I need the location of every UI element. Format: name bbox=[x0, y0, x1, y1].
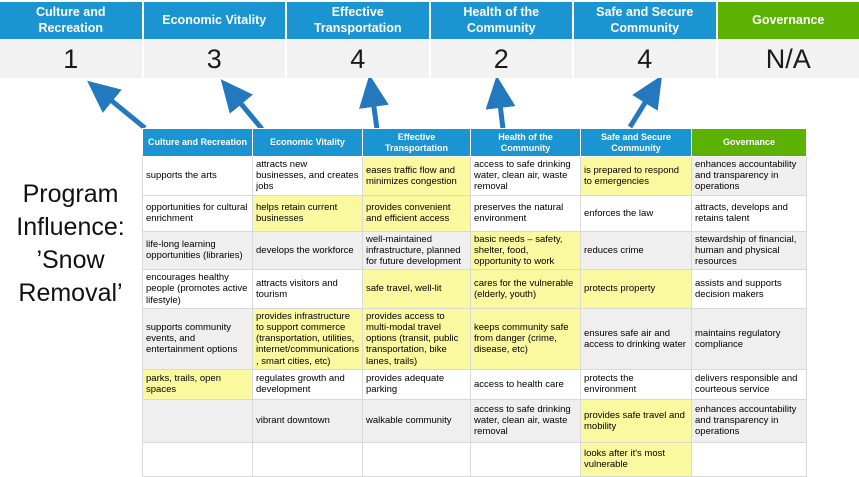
matrix-cell: supports community events, and entertainment options bbox=[143, 308, 253, 369]
matrix-cell: ensures safe air and access to drinking water bbox=[581, 308, 692, 369]
matrix-cell: delivers responsible and courteous service bbox=[692, 369, 807, 399]
score-column-header: Culture and Recreation bbox=[0, 2, 142, 39]
matrix-cell: cares for the vulnerable (elderly, youth) bbox=[471, 270, 581, 309]
matrix-cell: basic needs – safety, shelter, food, opportunity to work bbox=[471, 231, 581, 270]
matrix-cell: attracts visitors and tourism bbox=[253, 270, 363, 309]
score-column bbox=[144, 2, 286, 78]
matrix-cell bbox=[692, 442, 807, 476]
arrow-icon-transport bbox=[371, 86, 377, 129]
matrix-cell: access to health care bbox=[471, 369, 581, 399]
score-column-header: Effective Transportation bbox=[287, 2, 429, 39]
matrix-cell: regulates growth and development bbox=[253, 369, 363, 399]
score-column bbox=[0, 2, 142, 78]
matrix-column-header: Health of the Community bbox=[471, 129, 581, 157]
matrix-cell: walkable community bbox=[363, 399, 471, 442]
matrix-row bbox=[143, 231, 807, 270]
score-column bbox=[718, 2, 859, 78]
score-value: 1 bbox=[0, 40, 142, 78]
matrix-cell: enforces the law bbox=[581, 195, 692, 231]
matrix-cell: life-long learning opportunities (libraries) bbox=[143, 231, 253, 270]
matrix-cell: encourages healthy people (promotes active lifestyle) bbox=[143, 270, 253, 309]
matrix-cell bbox=[143, 442, 253, 476]
score-value: N/A bbox=[718, 40, 859, 78]
matrix-cell: assists and supports decision makers bbox=[692, 270, 807, 309]
matrix-cell bbox=[143, 399, 253, 442]
arrow-icon-economic bbox=[228, 88, 262, 129]
matrix-cell: enhances accountability and transparency in operations bbox=[692, 157, 807, 196]
matrix-cell: helps retain current businesses bbox=[253, 195, 363, 231]
matrix-column-header: Safe and Secure Community bbox=[581, 129, 692, 157]
matrix-cell: safe travel, well-lit bbox=[363, 270, 471, 309]
matrix-cell: access to safe drinking water, clean air, waste removal bbox=[471, 399, 581, 442]
matrix-cell: provides access to multi-modal travel options (transit, public transportation, bike lanes, trails) bbox=[363, 308, 471, 369]
matrix-cell: access to safe drinking water, clean air, waste removal bbox=[471, 157, 581, 196]
matrix-cell: preserves the natural environment bbox=[471, 195, 581, 231]
matrix-cell: eases traffic flow and minimizes congestion bbox=[363, 157, 471, 196]
matrix-row bbox=[143, 157, 807, 196]
score-column-header: Safe and Secure Community bbox=[574, 2, 716, 39]
score-column bbox=[287, 2, 429, 78]
matrix-cell bbox=[253, 442, 363, 476]
matrix-cell bbox=[471, 442, 581, 476]
program-influence-label: Program Influence: ’Snow Removal’ bbox=[0, 178, 141, 310]
score-column-header: Health of the Community bbox=[431, 2, 573, 39]
score-column-header: Governance bbox=[718, 2, 859, 39]
matrix-column-header: Economic Vitality bbox=[253, 129, 363, 157]
matrix-column-header: Culture and Recreation bbox=[143, 129, 253, 157]
matrix-row bbox=[143, 195, 807, 231]
matrix-row bbox=[143, 270, 807, 309]
arrow-icon-safe bbox=[630, 85, 656, 127]
matrix-cell: protects property bbox=[581, 270, 692, 309]
matrix-row bbox=[143, 399, 807, 442]
score-column bbox=[431, 2, 573, 78]
matrix-cell: protects the environment bbox=[581, 369, 692, 399]
matrix-cell: provides adequate parking bbox=[363, 369, 471, 399]
matrix-cell: supports the arts bbox=[143, 157, 253, 196]
matrix-cell: well-maintained infrastructure, planned for future development bbox=[363, 231, 471, 270]
score-value: 3 bbox=[144, 40, 286, 78]
matrix-row bbox=[143, 308, 807, 369]
arrow-icon-culture bbox=[96, 88, 145, 128]
score-column bbox=[574, 2, 716, 78]
matrix-cell: provides safe travel and mobility bbox=[581, 399, 692, 442]
influence-arrows bbox=[0, 78, 720, 132]
matrix-cell: keeps community safe from danger (crime, disease, etc) bbox=[471, 308, 581, 369]
matrix-row bbox=[143, 369, 807, 399]
matrix-column-header: Governance bbox=[692, 129, 807, 157]
matrix-cell: attracts new businesses, and creates jobs bbox=[253, 157, 363, 196]
matrix-cell: reduces crime bbox=[581, 231, 692, 270]
matrix-cell: is prepared to respond to emergencies bbox=[581, 157, 692, 196]
score-value: 4 bbox=[574, 40, 716, 78]
score-table bbox=[0, 2, 859, 78]
matrix-column-header: Effective Transportation bbox=[363, 129, 471, 157]
matrix-cell: parks, trails, open spaces bbox=[143, 369, 253, 399]
matrix-cell bbox=[363, 442, 471, 476]
matrix-cell: enhances accountability and transparency in operations bbox=[692, 399, 807, 442]
matrix-cell: vibrant downtown bbox=[253, 399, 363, 442]
matrix-cell: maintains regulatory compliance bbox=[692, 308, 807, 369]
matrix-cell: opportunities for cultural enrichment bbox=[143, 195, 253, 231]
score-column-header: Economic Vitality bbox=[144, 2, 286, 39]
score-value: 4 bbox=[287, 40, 429, 78]
matrix-cell: looks after it's most vulnerable bbox=[581, 442, 692, 476]
matrix-row bbox=[143, 442, 807, 476]
matrix-cell: develops the workforce bbox=[253, 231, 363, 270]
score-value: 2 bbox=[431, 40, 573, 78]
matrix-cell: provides infrastructure to support commerce (transportation, utilities, internet/communications, smart cities, etc) bbox=[253, 308, 363, 369]
matrix-cell: stewardship of financial, human and physical resources bbox=[692, 231, 807, 270]
influence-matrix bbox=[142, 128, 807, 477]
matrix-cell: provides convenient and efficient access bbox=[363, 195, 471, 231]
arrow-icon-health bbox=[498, 87, 503, 129]
matrix-cell: attracts, develops and retains talent bbox=[692, 195, 807, 231]
